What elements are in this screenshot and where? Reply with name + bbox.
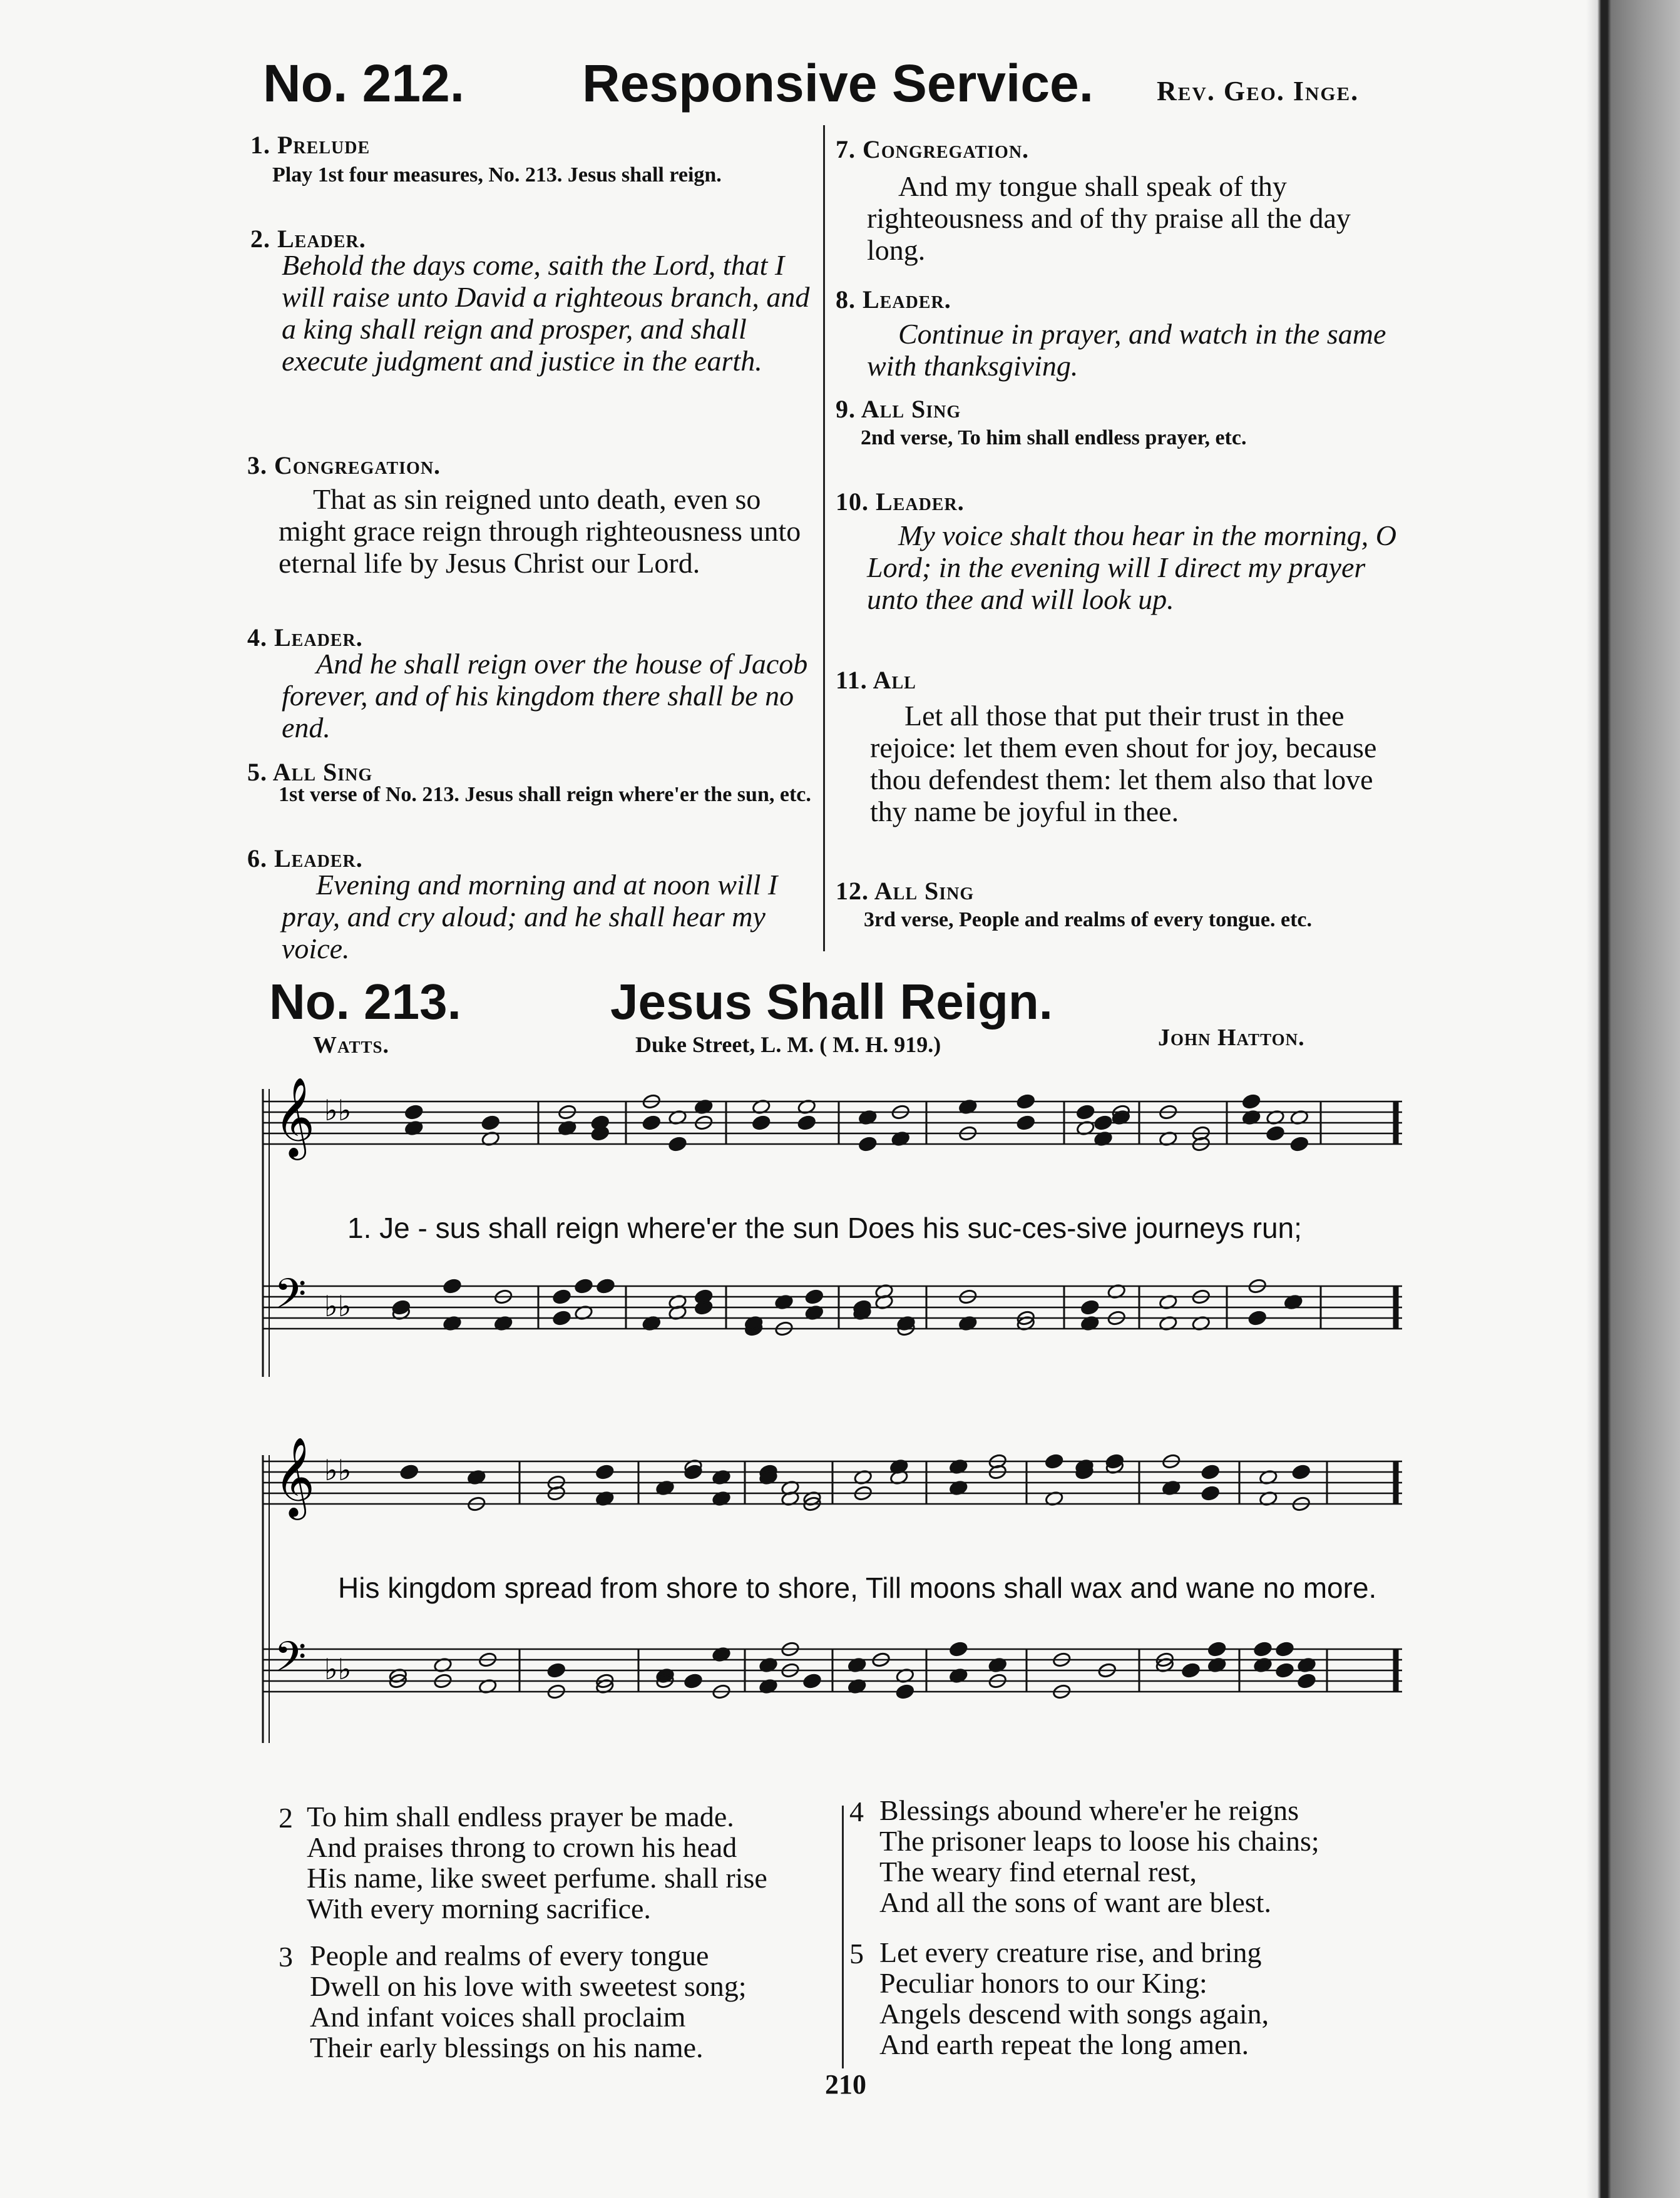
flat-icon: ♭♭ [324, 1289, 352, 1323]
hymn-composer: John Hatton. [1158, 1025, 1305, 1051]
bass-staff [263, 1270, 1402, 1337]
service-author: Rev. Geo. Inge. [1157, 76, 1360, 106]
note-head [858, 1136, 878, 1152]
note-head [1076, 1104, 1095, 1120]
note-head [1253, 1641, 1273, 1657]
flat-icon: ♭♭ [324, 1093, 352, 1127]
item-3-text: That as sin reigned unto death, even so might grace reign through righteousness unto eternal life by Jesus Christ our Lord. [279, 483, 801, 579]
verse-line: Their early blessings on his name. [310, 2032, 704, 2063]
note-head [552, 1310, 571, 1326]
note-head [802, 1673, 822, 1689]
note-head [1201, 1464, 1220, 1480]
verse-line: Dwell on his love with sweetest song; [310, 1970, 747, 2002]
item-10-label: 10. Leader. [836, 488, 965, 516]
note-head [574, 1278, 593, 1294]
note-head [642, 1115, 662, 1131]
item-10-text: My voice shalt thou hear in the morning, O Lord; in the evening will I direct my prayer unto thee and will look up. [867, 519, 1396, 615]
note-head [805, 1289, 824, 1305]
book-edge [1586, 0, 1680, 2198]
item-1-text: Play 1st four measures, No. 213. Jesus shall reign. [272, 163, 722, 187]
service-number: No. 212. [263, 54, 465, 113]
verse-line: And all the sons of want are blest. [879, 1886, 1271, 1918]
item-3-label: 3. Congregation. [247, 451, 441, 479]
flat-icon: ♭♭ [324, 1652, 352, 1686]
note-head [1266, 1125, 1285, 1142]
item-2-label: 2. Leader. [250, 225, 366, 253]
treble-staff [263, 1436, 1402, 1520]
note-head [1247, 1310, 1267, 1326]
note-head [596, 1278, 615, 1294]
note-head [752, 1115, 771, 1131]
lyric-line-1: 1. Je - sus shall reign where'er the sun Does his suc-ces-sive journeys run; [347, 1212, 1302, 1244]
item-5-text: 1st verse of No. 213. Jesus shall reign where'er the sun, etc. [279, 783, 811, 806]
item-9-label: 9. All Sing [836, 395, 961, 423]
item-6-label: 6. Leader. [247, 844, 363, 872]
verse-line: People and realms of every tongue [310, 1940, 709, 1971]
verse-line: And infant voices shall proclaim [310, 2001, 686, 2033]
note-head [1291, 1464, 1311, 1480]
treble-clef-icon: 𝄞 [274, 1436, 315, 1516]
verse-line: Angels descend with songs again, [879, 1998, 1269, 2030]
note-head [1080, 1299, 1100, 1316]
bass-clef-icon: 𝄢 [274, 1270, 307, 1328]
verse-line: Peculiar honors to our King: [879, 1967, 1207, 1999]
verse-4 [879, 1795, 1418, 1918]
verse-4-number: 4 [849, 1796, 864, 1827]
music-system-2 [250, 1436, 1415, 1768]
verse-line: The prisoner leaps to loose his chains; [879, 1825, 1319, 1857]
page-number: 210 [825, 2069, 866, 2100]
treble-clef-icon: 𝄞 [274, 1076, 315, 1157]
verse-2-number: 2 [279, 1802, 293, 1834]
bass-clef-icon: 𝄢 [274, 1633, 307, 1691]
note-head [1016, 1115, 1035, 1131]
note-head [896, 1684, 915, 1700]
item-12-text: 3rd verse, People and realms of every tongue. etc. [864, 908, 1313, 931]
verse-line: And earth repeat the long amen. [879, 2028, 1249, 2060]
verse-line: And praises throng to crown his head [307, 1831, 737, 1863]
note-head [1201, 1485, 1220, 1501]
verse-line: Blessings abound where'er he reigns [879, 1794, 1299, 1826]
item-2-text: Behold the days come, saith the Lord, that I will raise unto David a righteous branch, and a king shall reign and prosper, and shall execute judgment and justice in the earth. [282, 249, 810, 377]
item-8-label: 8. Leader. [836, 285, 951, 314]
note-head [1275, 1662, 1294, 1679]
bass-staff [263, 1633, 1402, 1700]
note-head [1207, 1641, 1227, 1657]
column-divider [823, 125, 825, 951]
note-head [797, 1115, 816, 1131]
item-7-label: 7. Congregation. [836, 135, 1030, 163]
note-head [1275, 1641, 1294, 1657]
item-12-label: 12. All Sing [836, 877, 975, 905]
hymn-tune: Duke Street, L. M. ( M. H. 919.) [635, 1032, 941, 1057]
note-head [552, 1289, 571, 1305]
verse-line: His name, like sweet perfume. shall rise [307, 1862, 767, 1894]
item-4-label: 4. Leader. [247, 623, 363, 652]
lyric-line-2: His kingdom spread from shore to shore, Till moons shall wax and wane no more. [338, 1572, 1377, 1604]
treble-staff [263, 1076, 1402, 1160]
hymn-words-by: Watts. [313, 1032, 390, 1058]
hymn-title: Jesus Shall Reign. [610, 974, 1053, 1030]
item-1-label: 1. Prelude [250, 131, 371, 159]
item-4-text: And he shall reign over the house of Jacob forever, and of his kingdom there shall be no end. [282, 648, 808, 744]
verse-2 [307, 1801, 845, 1924]
verse-line: The weary find eternal rest, [879, 1856, 1197, 1888]
verse-3 [310, 1940, 848, 2063]
note-head [546, 1662, 566, 1679]
verse-3-number: 3 [279, 1941, 293, 1973]
verse-5-number: 5 [849, 1938, 864, 1970]
verse-5 [879, 1937, 1418, 2060]
verse-line: With every morning sacrifice. [307, 1893, 651, 1925]
item-5-label: 5. All Sing [247, 758, 373, 786]
item-8-text: Continue in prayer, and watch in the same with thanksgiving. [867, 318, 1386, 382]
item-11-label: 11. All [836, 666, 916, 694]
flat-icon: ♭♭ [324, 1453, 352, 1487]
verse-line: To him shall endless prayer be made. [307, 1801, 734, 1833]
note-head [404, 1104, 424, 1120]
note-head [1242, 1093, 1261, 1110]
note-head [1045, 1453, 1064, 1470]
hymn-number: No. 213. [269, 974, 461, 1030]
note-head [668, 1136, 687, 1152]
item-11-text: Let all those that put their trust in thee rejoice: let them even shout for joy, because thou defendest them: let them also that love thy name be joyful in thee. [870, 700, 1377, 827]
item-7-text: And my tongue shall speak of thy righteousness and of thy praise all the day long. [867, 170, 1351, 266]
verse-line: Let every creature rise, and bring [879, 1936, 1262, 1968]
note-head [481, 1115, 500, 1131]
item-9-text: 2nd verse, To him shall endless prayer, etc. [861, 426, 1247, 449]
note-head [949, 1641, 968, 1657]
note-head [1016, 1093, 1035, 1110]
service-title: Responsive Service. [582, 54, 1094, 113]
note-head [1094, 1115, 1113, 1131]
note-head [443, 1278, 462, 1294]
note-head [1290, 1136, 1309, 1152]
note-head [595, 1464, 615, 1480]
note-head [1297, 1673, 1316, 1689]
item-6-text: Evening and morning and at noon will I pray, and cry aloud; and he shall hear my voice. [282, 869, 778, 964]
